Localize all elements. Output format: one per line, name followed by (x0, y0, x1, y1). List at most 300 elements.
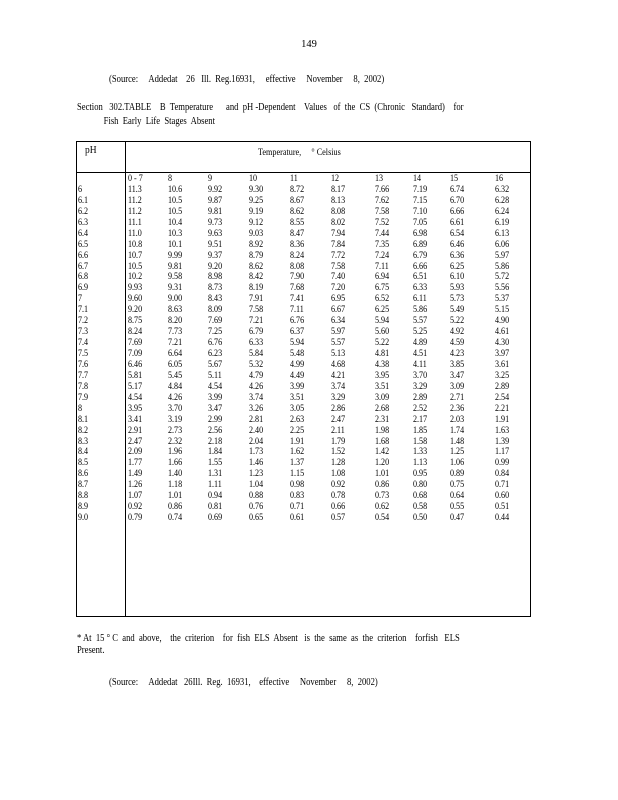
value-cell: 6.51 (413, 271, 428, 283)
value-cell: 7.69 (128, 337, 143, 349)
value-cell: 0.51 (495, 501, 510, 513)
header-rule (77, 172, 530, 173)
value-cell: 6.79 (413, 249, 428, 261)
value-cell: 5.56 (495, 282, 510, 294)
value-cell: 2.73 (168, 424, 183, 436)
value-cell: 8.08 (290, 260, 305, 272)
value-cell: 6.23 (208, 348, 223, 359)
ph-cell: 7.3 (78, 326, 89, 338)
table-body (76, 174, 531, 524)
value-cell: 5.57 (413, 315, 428, 327)
value-cell: 9.30 (249, 183, 264, 195)
value-cell: 2.03 (450, 413, 465, 425)
value-cell: 7.68 (290, 282, 305, 294)
value-cell: 8.24 (290, 249, 305, 261)
ph-cell: 8.1 (78, 413, 89, 425)
value-cell: 0.58 (413, 501, 428, 513)
value-cell: 3.26 (249, 402, 264, 414)
ph-cell: 7.9 (78, 391, 89, 403)
ph-cell: 6.7 (78, 260, 89, 272)
value-cell: 7.41 (290, 293, 305, 305)
temp-cell: 12 (331, 173, 340, 184)
value-cell: 7.58 (375, 205, 390, 217)
value-cell: 8.13 (331, 194, 346, 206)
value-cell: 1.58 (413, 435, 428, 447)
value-cell: 8.72 (290, 183, 305, 195)
temp-cell: 14 (413, 173, 422, 184)
value-cell: 6.76 (290, 315, 305, 327)
value-cell: 3.85 (450, 358, 465, 370)
value-cell: 8.09 (208, 304, 223, 316)
value-cell: 4.79 (249, 369, 264, 381)
value-cell: 8.73 (208, 282, 223, 294)
value-cell: 10.2 (128, 271, 143, 283)
value-cell: 10.5 (128, 260, 143, 272)
value-cell: 8.43 (208, 293, 223, 305)
value-cell: 7.09 (128, 348, 143, 359)
value-cell: 2.17 (413, 413, 428, 425)
value-cell: 11.2 (128, 205, 142, 217)
value-cell: 2.89 (413, 391, 428, 403)
value-cell: 7.19 (413, 183, 428, 195)
value-cell: 9.99 (168, 249, 183, 261)
value-cell: 7.90 (290, 271, 305, 283)
value-cell: 1.06 (450, 457, 465, 469)
value-cell: 8.79 (249, 249, 264, 261)
value-cell: 6.34 (331, 315, 346, 327)
value-cell: 5.11 (208, 369, 222, 381)
value-cell: 6.70 (450, 194, 465, 206)
value-cell: 5.97 (495, 249, 510, 261)
value-cell: 1.25 (450, 446, 465, 458)
value-cell: 4.54 (208, 380, 223, 392)
value-cell: 1.48 (450, 435, 465, 447)
value-cell: 0.57 (331, 512, 346, 524)
value-cell: 5.72 (495, 271, 510, 283)
ph-cell: 7.8 (78, 380, 89, 392)
temperature-header: Temperature, ° Celsius (258, 148, 341, 158)
value-cell: 3.51 (290, 391, 305, 403)
value-cell: 3.19 (168, 413, 183, 425)
value-cell: 10.5 (168, 194, 183, 206)
value-cell: 7.35 (375, 238, 390, 250)
value-cell: 7.11 (375, 260, 389, 272)
value-cell: 7.05 (413, 216, 428, 228)
value-cell: 6.25 (450, 260, 465, 272)
ph-cell: 8.7 (78, 479, 89, 491)
ph-cell: 8.2 (78, 424, 89, 436)
value-cell: 7.40 (331, 271, 346, 283)
value-cell: 5.81 (128, 369, 143, 381)
ph-cell: 8.3 (78, 435, 89, 447)
value-cell: 1.07 (128, 490, 143, 502)
value-cell: 6.33 (249, 337, 264, 349)
value-cell: 5.60 (375, 326, 390, 338)
value-cell: 4.21 (331, 369, 346, 381)
value-cell: 11.3 (128, 183, 142, 195)
value-cell: 2.40 (249, 424, 264, 436)
value-cell: 3.74 (249, 391, 264, 403)
value-cell: 3.51 (375, 380, 390, 392)
value-cell: 3.09 (450, 380, 465, 392)
value-cell: 7.10 (413, 205, 428, 217)
temp-cell: 13 (375, 173, 384, 184)
footnote-line2: Present. (77, 645, 105, 656)
value-cell: 5.22 (375, 337, 390, 349)
value-cell: 0.84 (495, 468, 510, 480)
value-cell: 9.25 (249, 194, 264, 206)
ph-cell: 8 (78, 402, 83, 414)
value-cell: 3.29 (413, 380, 428, 392)
value-cell: 1.91 (290, 435, 305, 447)
value-cell: 1.55 (208, 457, 223, 469)
value-cell: 2.52 (413, 402, 428, 414)
value-cell: 0.78 (331, 490, 346, 502)
value-cell: 4.49 (290, 369, 305, 381)
value-cell: 3.29 (331, 391, 346, 403)
temp-cell: 11 (290, 173, 298, 184)
value-cell: 5.57 (331, 337, 346, 349)
ph-cell: 7 (78, 293, 83, 305)
value-cell: 4.11 (413, 358, 427, 370)
temp-cell: 10 (249, 173, 258, 184)
value-cell: 1.42 (375, 446, 390, 458)
value-cell: 7.66 (375, 183, 390, 195)
value-cell: 7.69 (208, 315, 223, 327)
value-cell: 1.49 (128, 468, 143, 480)
value-cell: 11.1 (128, 216, 142, 228)
value-cell: 3.70 (413, 369, 428, 381)
value-cell: 9.81 (168, 260, 183, 272)
value-cell: 1.77 (128, 457, 143, 469)
value-cell: 6.28 (495, 194, 510, 206)
value-cell: 1.13 (413, 457, 428, 469)
value-cell: 6.24 (495, 205, 510, 217)
value-cell: 6.37 (290, 326, 305, 338)
value-cell: 6.64 (168, 348, 183, 359)
value-cell: 2.91 (128, 424, 143, 436)
value-cell: 6.76 (208, 337, 223, 349)
value-cell: 5.15 (495, 304, 510, 316)
value-cell: 10.5 (168, 205, 183, 217)
ph-cell: 6 (78, 183, 83, 195)
value-cell: 5.32 (249, 358, 264, 370)
value-cell: 3.99 (208, 391, 223, 403)
value-cell: 10.4 (168, 216, 183, 228)
value-cell: 2.04 (249, 435, 264, 447)
value-cell: 0.74 (168, 512, 183, 524)
value-cell: 2.47 (128, 435, 143, 447)
value-cell: 9.81 (208, 205, 223, 217)
value-cell: 1.46 (249, 457, 264, 469)
value-cell: 2.21 (495, 402, 510, 414)
value-cell: 8.63 (168, 304, 183, 316)
value-cell: 3.99 (290, 380, 305, 392)
value-cell: 2.54 (495, 391, 510, 403)
value-cell: 1.20 (375, 457, 390, 469)
value-cell: 2.32 (168, 435, 183, 447)
value-cell: 1.52 (331, 446, 346, 458)
value-cell: 2.89 (495, 380, 510, 392)
value-cell: 0.73 (375, 490, 390, 502)
temp-cell: 15 (450, 173, 459, 184)
ph-cell: 7.1 (78, 304, 89, 316)
value-cell: 6.98 (413, 227, 428, 239)
value-cell: 0.80 (413, 479, 428, 491)
value-cell: 3.70 (168, 402, 183, 414)
value-cell: 2.86 (331, 402, 346, 414)
value-cell: 0.71 (290, 501, 305, 513)
value-cell: 6.33 (413, 282, 428, 294)
value-cell: 8.19 (249, 282, 264, 294)
temp-cell: 9 (208, 173, 213, 184)
ph-cell: 8.8 (78, 490, 89, 502)
value-cell: 5.37 (495, 293, 510, 305)
value-cell: 0.61 (290, 512, 305, 524)
ph-cell: 6.9 (78, 282, 89, 294)
value-cell: 9.03 (249, 227, 264, 239)
ph-cell: 6.6 (78, 249, 89, 261)
value-cell: 8.55 (290, 216, 305, 228)
value-cell: 0.68 (413, 490, 428, 502)
value-cell: 5.17 (128, 380, 143, 392)
value-cell: 9.37 (208, 249, 223, 261)
ph-cell: 9.0 (78, 512, 89, 524)
value-cell: 9.00 (168, 293, 183, 305)
value-cell: 10.8 (128, 238, 143, 250)
value-cell: 9.20 (208, 260, 223, 272)
footnote-line1: * At 15 ° C and above, the criterion for fish ELS Absent is the same as the criterion forfish ELS (77, 633, 460, 644)
value-cell: 3.25 (495, 369, 510, 381)
value-cell: 6.94 (375, 271, 390, 283)
temp-cell: 16 (495, 173, 504, 184)
value-cell: 4.92 (450, 326, 465, 338)
value-cell: 1.08 (331, 468, 346, 480)
value-cell: 1.63 (495, 424, 510, 436)
ph-cell: 7.2 (78, 315, 89, 327)
ph-cell: 8.6 (78, 468, 89, 480)
ph-cell: 7.6 (78, 358, 89, 370)
value-cell: 9.20 (128, 304, 143, 316)
value-cell: 5.73 (450, 293, 465, 305)
value-cell: 4.51 (413, 348, 428, 359)
value-cell: 5.84 (249, 348, 264, 359)
value-cell: 0.92 (128, 501, 143, 513)
value-cell: 9.92 (208, 183, 223, 195)
value-cell: 10.7 (128, 249, 143, 261)
value-cell: 8.42 (249, 271, 264, 283)
value-cell: 3.61 (495, 358, 510, 370)
value-cell: 6.61 (450, 216, 465, 228)
ph-cell: 6.1 (78, 194, 89, 206)
value-cell: 0.55 (450, 501, 465, 513)
value-cell: 5.86 (413, 304, 428, 316)
value-cell: 0.83 (290, 490, 305, 502)
value-cell: 0.65 (249, 512, 264, 524)
ph-cell: 7.5 (78, 348, 89, 359)
value-cell: 7.52 (375, 216, 390, 228)
value-cell: 9.51 (208, 238, 223, 250)
value-cell: 6.36 (450, 249, 465, 261)
value-cell: 5.97 (331, 326, 346, 338)
ph-cell: 8.9 (78, 501, 89, 513)
ph-cell: 6.4 (78, 227, 89, 239)
value-cell: 6.66 (450, 205, 465, 217)
value-cell: 5.86 (495, 260, 510, 272)
value-cell: 6.32 (495, 183, 510, 195)
value-cell: 2.31 (375, 413, 390, 425)
value-cell: 4.23 (450, 348, 465, 359)
value-cell: 0.47 (450, 512, 465, 524)
value-cell: 0.94 (208, 490, 223, 502)
value-cell: 2.09 (128, 446, 143, 458)
value-cell: 7.72 (331, 249, 346, 261)
value-cell: 10.3 (168, 227, 183, 239)
value-cell: 5.22 (450, 315, 465, 327)
value-cell: 8.92 (249, 238, 264, 250)
value-cell: 2.47 (331, 413, 346, 425)
value-cell: 3.47 (208, 402, 223, 414)
value-cell: 6.46 (128, 358, 143, 370)
value-cell: 5.45 (168, 369, 183, 381)
section-title-line1: Section 302.TABLE B Temperature and pH -Dependent Values of the CS (Chronic Standard) for (77, 102, 464, 113)
value-cell: 8.08 (331, 205, 346, 217)
value-cell: 4.89 (413, 337, 428, 349)
value-cell: 1.96 (168, 446, 183, 458)
value-cell: 6.13 (495, 227, 510, 239)
value-cell: 1.31 (208, 468, 223, 480)
value-cell: 2.81 (249, 413, 264, 425)
value-cell: 9.73 (208, 216, 223, 228)
ph-cell: 6.5 (78, 238, 89, 250)
value-cell: 6.46 (450, 238, 465, 250)
value-cell: 0.66 (331, 501, 346, 513)
value-cell: 8.62 (290, 205, 305, 217)
value-cell: 0.69 (208, 512, 223, 524)
value-cell: 5.94 (375, 315, 390, 327)
value-cell: 7.94 (331, 227, 346, 239)
value-cell: 4.81 (375, 348, 390, 359)
value-cell: 1.62 (290, 446, 305, 458)
value-cell: 9.93 (128, 282, 143, 294)
value-cell: 3.41 (128, 413, 143, 425)
value-cell: 6.54 (450, 227, 465, 239)
value-cell: 9.31 (168, 282, 183, 294)
value-cell: 0.54 (375, 512, 390, 524)
ph-cell: 8.4 (78, 446, 89, 458)
value-cell: 1.17 (495, 446, 510, 458)
value-cell: 0.62 (375, 501, 390, 513)
value-cell: 4.30 (495, 337, 510, 349)
value-cell: 6.06 (495, 238, 510, 250)
value-cell: 6.79 (249, 326, 264, 338)
value-cell: 1.68 (375, 435, 390, 447)
value-cell: 0.86 (375, 479, 390, 491)
value-cell: 1.28 (331, 457, 346, 469)
value-cell: 4.38 (375, 358, 390, 370)
value-cell: 0.76 (249, 501, 264, 513)
value-cell: 9.12 (249, 216, 264, 228)
value-cell: 2.63 (290, 413, 305, 425)
value-cell: 5.25 (413, 326, 428, 338)
value-cell: 11.0 (128, 227, 142, 239)
value-cell: 8.75 (128, 315, 143, 327)
value-cell: 7.25 (208, 326, 223, 338)
value-cell: 1.23 (249, 468, 264, 480)
value-cell: 6.89 (413, 238, 428, 250)
value-cell: 3.97 (495, 348, 510, 359)
value-cell: 6.25 (375, 304, 390, 316)
value-cell: 4.90 (495, 315, 510, 327)
value-cell: 7.44 (375, 227, 390, 239)
ph-column-header: pH (85, 145, 97, 156)
value-cell: 5.49 (450, 304, 465, 316)
value-cell: 6.95 (331, 293, 346, 305)
value-cell: 7.91 (249, 293, 264, 305)
value-cell: 1.98 (375, 424, 390, 436)
value-cell: 4.59 (450, 337, 465, 349)
value-cell: 5.48 (290, 348, 305, 359)
value-cell: 3.05 (290, 402, 305, 414)
source-citation-bottom: (Source: Addedat 26Ill. Reg. 16931, effective November 8, 2002) (109, 677, 378, 688)
value-cell: 7.11 (290, 304, 304, 316)
value-cell: 7.24 (375, 249, 390, 261)
value-cell: 0.92 (331, 479, 346, 491)
value-cell: 1.01 (375, 468, 390, 480)
value-cell: 4.26 (168, 391, 183, 403)
value-cell: 1.66 (168, 457, 183, 469)
value-cell: 7.20 (331, 282, 346, 294)
value-cell: 8.67 (290, 194, 305, 206)
value-cell: 7.84 (331, 238, 346, 250)
value-cell: 5.94 (290, 337, 305, 349)
value-cell: 0.50 (413, 512, 428, 524)
value-cell: 1.04 (249, 479, 264, 491)
value-cell: 1.18 (168, 479, 183, 491)
value-cell: 1.15 (290, 468, 305, 480)
value-cell: 1.39 (495, 435, 510, 447)
table-row (76, 513, 531, 524)
value-cell: 1.73 (249, 446, 264, 458)
value-cell: 1.33 (413, 446, 428, 458)
value-cell: 7.21 (168, 337, 183, 349)
ph-cell: 6.3 (78, 216, 89, 228)
value-cell: 0.99 (495, 457, 510, 469)
value-cell: 9.63 (208, 227, 223, 239)
value-cell: 1.91 (495, 413, 510, 425)
value-cell: 0.88 (249, 490, 264, 502)
value-cell: 2.11 (331, 424, 345, 436)
value-cell: 6.19 (495, 216, 510, 228)
value-cell: 6.75 (375, 282, 390, 294)
value-cell: 4.54 (128, 391, 143, 403)
section-title-line2: Fish Early Life Stages Absent (103, 116, 215, 127)
value-cell: 4.84 (168, 380, 183, 392)
value-cell: 0.81 (208, 501, 223, 513)
section-title (77, 101, 541, 129)
value-cell: 9.58 (168, 271, 183, 283)
value-cell: 4.26 (249, 380, 264, 392)
value-cell: 6.67 (331, 304, 346, 316)
footnote (77, 633, 481, 657)
value-cell: 5.93 (450, 282, 465, 294)
value-cell: 8.36 (290, 238, 305, 250)
value-cell: 0.86 (168, 501, 183, 513)
value-cell: 10.6 (168, 183, 183, 195)
value-cell: 8.20 (168, 315, 183, 327)
value-cell: 0.60 (495, 490, 510, 502)
value-cell: 5.13 (331, 348, 346, 359)
